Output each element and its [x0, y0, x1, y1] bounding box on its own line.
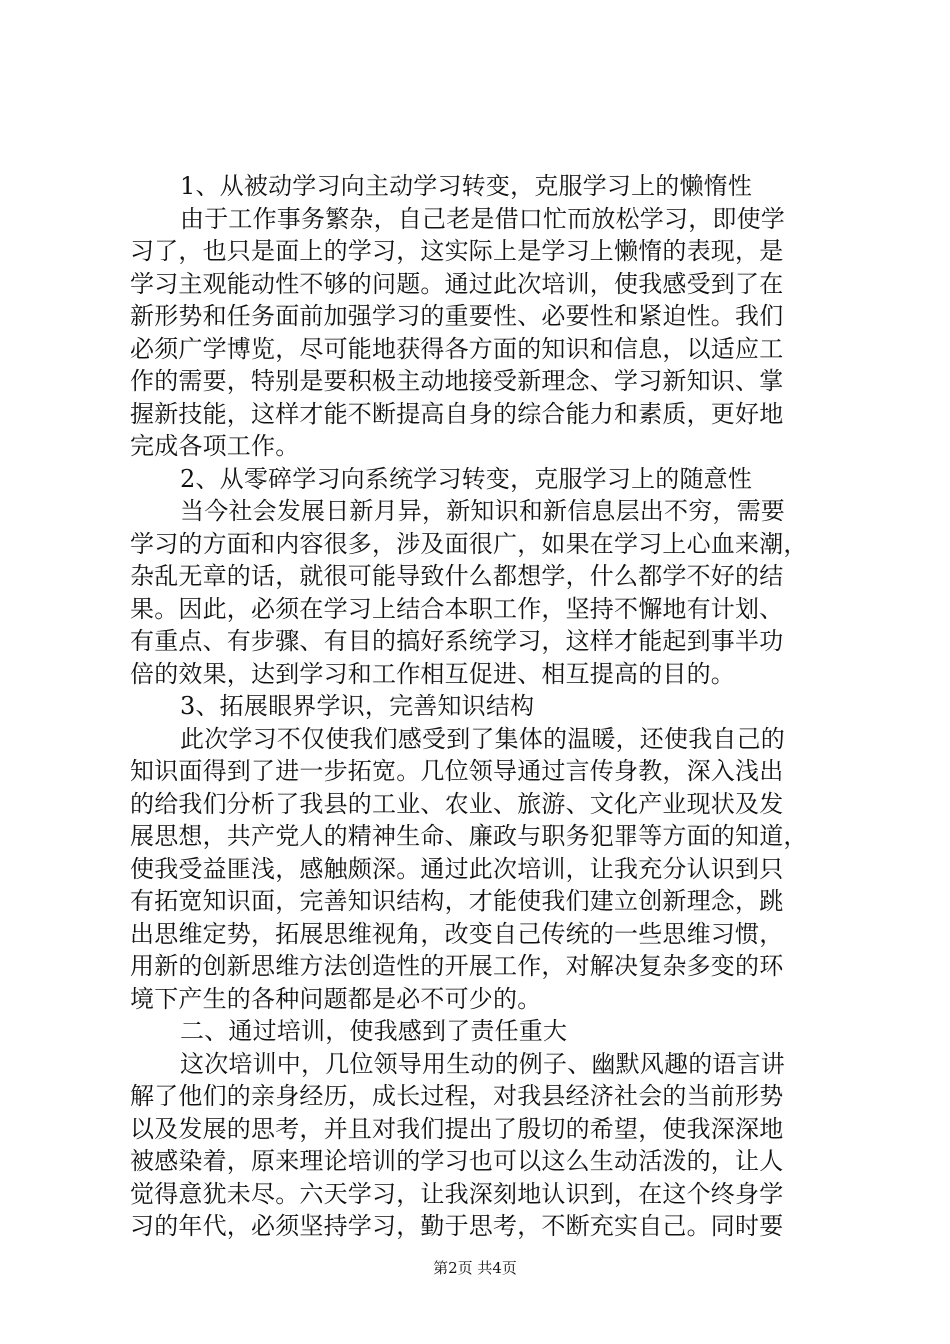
text-line: 出思维定势，拓展思维视角，改变自己传统的一些思维习惯， — [130, 919, 784, 948]
text-line: 以及发展的思考，并且对我们提出了殷切的希望，使我深深地 — [130, 1114, 784, 1143]
text-line: 2、从零碎学习向系统学习转变，克服学习上的随意性 — [180, 464, 753, 493]
text-line: 的给我们分析了我县的工业、农业、旅游、文化产业现状及发 — [130, 789, 784, 818]
text-line: 1、从被动学习向主动学习转变，克服学习上的懒惰性 — [180, 172, 753, 200]
text-line: 3、拓展眼界学识，完善知识结构 — [180, 692, 535, 720]
text-line: 用新的创新思维方法创造性的开展工作，对解决复杂多变的环 — [130, 952, 784, 980]
text-line: 必须广学博览，尽可能地获得各方面的知识和信息，以适应工 — [130, 334, 784, 363]
text-line: 学习主观能动性不够的问题。通过此次培训，使我感受到了在 — [130, 269, 784, 298]
text-line: 觉得意犹未尽。六天学习，让我深刻地认识到，在这个终身学 — [130, 1179, 784, 1208]
text-line: 习了，也只是面上的学习，这实际上是学习上懒惰的表现，是 — [130, 237, 784, 265]
text-line: 完成各项工作。 — [130, 432, 300, 460]
text-line: 解了他们的亲身经历，成长过程，对我县经济社会的当前形势 — [130, 1082, 784, 1110]
document-body — [130, 170, 840, 1243]
text-line: 倍的效果，达到学习和工作相互促进、相互提高的目的。 — [130, 659, 735, 688]
text-line: 使我受益匪浅，感触颇深。通过此次培训，让我充分认识到只 — [130, 854, 784, 883]
page-footer: 第2页 共4页 — [433, 1259, 517, 1277]
text-line: 境下产生的各种问题都是必不可少的。 — [130, 984, 542, 1013]
text-line: 习的年代，必须坚持学习，勤于思考，不断充实自己。同时要 — [130, 1212, 784, 1240]
text-line: 学习的方面和内容很多，涉及面很广，如果在学习上心血来潮， — [130, 529, 808, 558]
text-line: 这次培训中，几位领导用生动的例子、幽默风趣的语言讲 — [180, 1049, 785, 1078]
text-line: 作的需要，特别是要积极主动地接受新理念、学习新知识、掌 — [130, 367, 784, 395]
text-line: 杂乱无章的话，就很可能导致什么都想学，什么都学不好的结 — [130, 562, 784, 590]
text-line: 展思想，共产党人的精神生命、廉政与职务犯罪等方面的知道， — [130, 822, 808, 850]
text-line: 握新技能，这样才能不断提高自身的综合能力和素质，更好地 — [130, 399, 784, 428]
text-line: 有重点、有步骤、有目的搞好系统学习，这样才能起到事半功 — [130, 627, 784, 655]
text-line: 新形势和任务面前加强学习的重要性、必要性和紧迫性。我们 — [130, 302, 784, 330]
text-line: 果。因此，必须在学习上结合本职工作，坚持不懈地有计划、 — [130, 594, 784, 623]
text-line: 由于工作事务繁杂，自己老是借口忙而放松学习，即使学 — [180, 204, 785, 233]
text-line: 被感染着，原来理论培训的学习也可以这么生动活泼的，让人 — [130, 1147, 784, 1175]
text-line: 此次学习不仅使我们感受到了集体的温暖，还使我自己的 — [180, 724, 785, 753]
text-line: 当今社会发展日新月异，新知识和新信息层出不穷，需要 — [180, 497, 785, 525]
text-line: 知识面得到了进一步拓宽。几位领导通过言传身教，深入浅出 — [130, 757, 784, 785]
text-line: 二、通过培训，使我感到了责任重大 — [180, 1017, 568, 1045]
text-line: 有拓宽知识面，完善知识结构，才能使我们建立创新理念，跳 — [130, 887, 784, 915]
